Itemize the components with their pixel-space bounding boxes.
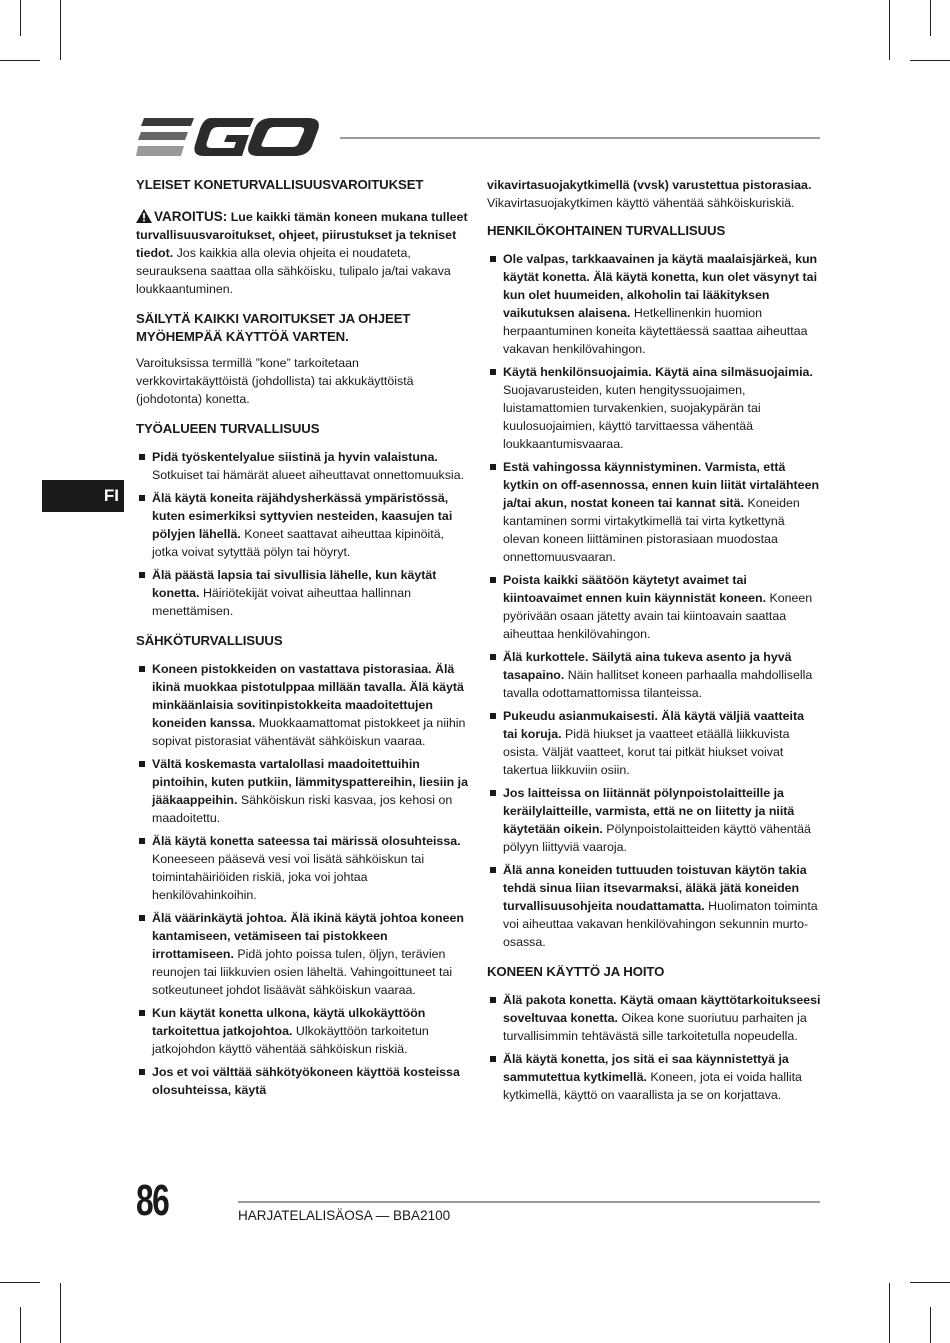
crop-mark — [889, 1283, 890, 1343]
personal-safety-title: HENKILÖKOHTAINEN TURVALLISUUS — [487, 223, 726, 238]
list-item: Älä pakota konetta. Käytä omaan käyttötarkoitukseesi soveltuvaa konetta. Oikea kone suoriutuu parhaiten ja turvallisimmin tehtävästä sille tarkoitetulla nopeudella. — [487, 991, 821, 1045]
page-number: 86 — [136, 1176, 169, 1225]
crop-mark — [930, 1307, 931, 1343]
header-rule — [340, 137, 820, 139]
warning-bold: Lue kaikki tämän koneen mukana tulleet turvallisuusvaroitukset, ohjeet, piirustukset ja tekniset tiedot. — [136, 210, 468, 260]
list-item: Älä kurkottele. Säilytä aina tukeva asento ja hyvä tasapaino. Näin hallitset koneen parhaalla mahdollisella tavalla odottamattomissa tilanteissa. — [487, 648, 821, 702]
list-item: Älä väärinkäytä johtoa. Älä ikinä käytä johtoa koneen kantamiseen, vetämiseen tai pistokkeen irrottamiseen. Pidä johto poissa tulen, öljyn, terävien reunojen tai liikkuvien osien läheltä. Vahingoittuneet tai sotkeutuneet johdot lisäävät sähköiskun vaaraa. — [136, 909, 470, 999]
list-item: Älä käytä konetta, jos sitä ei saa käynnistettyä ja sammutettua kytkimellä. Koneen, jota ei voida hallita kytkimellä, käyttö on vaarallista ja se on korjattava. — [487, 1050, 821, 1104]
continued-paragraph: vikavirtasuojakytkimellä (vvsk) varustettua pistorasiaa. Vikavirtasuojakytkimen käyttö vähentää sähköiskuriskiä. — [487, 178, 812, 210]
work-area-title: TYÖALUEEN TURVALLISUUS — [136, 421, 320, 436]
list-item: Jos laitteissa on liitännät pölynpoistolaitteille ja keräilylaitteille, varmista, että ne on liitetty ja niitä käytetään oikein. Pölynpoistolaitteiden käyttö vähentää pölyyn liittyviä vaaroja. — [487, 784, 821, 856]
list-item: Älä anna koneiden tuttuuden toistuvan käytön takia tehdä sinua liian itsevarmaksi, äläkä jätä koneiden turvallisuusohjeita noudattamatta. Huolimaton toiminta voi aiheuttaa vakavan henkilövahingon sekunnin murto-osassa. — [487, 861, 821, 951]
language-tab: FI — [42, 480, 124, 512]
electrical-title: SÄHKÖTURVALLISUUS — [136, 633, 283, 648]
crop-mark — [0, 60, 40, 61]
list-item: Estä vahingossa käynnistyminen. Varmista, että kytkin on off-asennossa, ennen kuin liität virtalähteen ja/tai akun, nostat koneen tai kannat sitä. Koneiden kantaminen sormi virtakytkimellä tai virta kytkettynä olevan koneen liittäminen pistorasiaan muodostaa onnettomuusvaaran. — [487, 458, 821, 566]
list-item: Käytä henkilönsuojaimia. Käytä aina silmäsuojaimia. Suojavarusteiden, kuten hengityssuojaimen, luistamattomien turvakenkien, suojakypärän tai kuulosuojaimien, käyttö tarvittaessa vähentää loukkaantumisvaaraa. — [487, 363, 821, 453]
crop-mark — [910, 60, 950, 61]
work-area-list — [136, 448, 470, 620]
list-item: Jos et voi välttää sähkötyökoneen käyttöä kosteissa olosuhteissa, käytä — [136, 1063, 470, 1099]
crop-mark — [930, 0, 931, 36]
warning-label: VAROITUS: — [154, 209, 228, 224]
left-column — [136, 176, 470, 1107]
crop-mark — [60, 0, 61, 60]
crop-mark — [0, 1282, 40, 1283]
save-warnings-title: SÄILYTÄ KAIKKI VAROITUKSET JA OHJEET MYÖHEMPÄÄ KÄYTTÖÄ VARTEN. — [136, 311, 411, 344]
footer-title: HARJATELALISÄOSA — BBA2100 — [238, 1208, 451, 1223]
crop-mark — [60, 1283, 61, 1343]
list-item: Älä päästä lapsia tai sivullisia lähelle, kun käytät konetta. Häiriötekijät voivat aiheuttaa hallinnan menettämisen. — [136, 566, 470, 620]
general-safety-title: YLEISET KONETURVALLISUUSVAROITUKSET — [136, 177, 424, 192]
tool-use-title: KONEEN KÄYTTÖ JA HOITO — [487, 964, 665, 979]
list-item: Kun käytät konetta ulkona, käytä ulkokäyttöön tarkoitettua jatkojohtoa. Ulkokäyttöön tarkoitetun jatkojohdon käyttö vähentää sähköiskun riskiä. — [136, 1004, 470, 1058]
warning-icon — [136, 209, 152, 223]
list-item: Älä käytä koneita räjähdysherkässä ympäristössä, kuten esimerkiksi syttyvien nesteiden, kaasujen tai pölyjen lähellä. Koneet saattavat aiheuttaa kipinöitä, jotka voivat sytyttää pölyn tai höyryt. — [136, 489, 470, 561]
crop-mark — [889, 0, 890, 60]
save-warnings-text: Varoituksissa termillä ”kone” tarkoitetaan verkkovirtakäyttöistä (johdollista) tai akkukäyttöistä (johdotonta) konetta. — [136, 356, 414, 406]
electrical-list — [136, 660, 470, 1099]
list-item: Poista kaikki säätöön käytetyt avaimet tai kiintoavaimet ennen kuin käynnistät koneen. Koneen pyörivään osaan jätetty avain tai kiintoavain saattaa aiheuttaa henkilövahingon. — [487, 571, 821, 643]
list-item: Älä käytä konetta sateessa tai märissä olosuhteissa. Koneeseen pääsevä vesi voi lisätä sähköiskun tai toimintahäiriöiden riskiä, joka voi johtaa henkilövahinkoihin. — [136, 832, 470, 904]
tool-use-list — [487, 991, 821, 1104]
list-item: Pukeudu asianmukaisesti. Älä käytä väljiä vaatteita tai koruja. Pidä hiukset ja vaatteet etäällä liikkuvista osista. Väljät vaatteet, korut tai pitkät hiukset voivat takertua liikkuviin osiin. — [487, 707, 821, 779]
crop-mark — [20, 1307, 21, 1343]
list-item: Ole valpas, tarkkaavainen ja käytä maalaisjärkeä, kun käytät konetta. Älä käytä konetta, kun olet väsynyt tai kun olet huumeiden, alkoholin tai lääkityksen vaikutuksen alaisena. Hetkellinenkin huomion herpaantuminen koneita käytettäessä saattaa aiheuttaa vakavan henkilövahingon. — [487, 250, 821, 358]
personal-safety-list — [487, 250, 821, 951]
list-item: Pidä työskentelyalue siistinä ja hyvin valaistuna. Sotkuiset tai hämärät alueet aiheuttavat onnettomuuksia. — [136, 448, 470, 484]
footer-rule — [238, 1201, 820, 1203]
crop-mark — [910, 1282, 950, 1283]
list-item: Vältä koskemasta vartalollasi maadoitettuihin pintoihin, kuten putkiin, lämmityspattereihin, liesiin ja jääkaappeihin. Sähköiskun riski kasvaa, jos kehosi on maadoitettu. — [136, 755, 470, 827]
warning-text: Jos kaikkia alla olevia ohjeita ei noudateta, seurauksena saattaa olla sähköisku, tulipalo ja/tai vakava loukkaantuminen. — [136, 246, 451, 296]
ego-logo — [136, 116, 322, 158]
warning-paragraph — [136, 208, 470, 298]
list-item: Koneen pistokkeiden on vastattava pistorasiaa. Älä ikinä muokkaa pistotulppaa millään tavalla. Älä käytä minkäänlaisia sovitinpistokkeita maadoitettujen koneiden kanssa. Muokkaamattomat pistokkeet ja niihin sopivat pistorasiat vähentävät sähköiskun vaaraa. — [136, 660, 470, 750]
crop-mark — [20, 0, 21, 36]
right-column — [487, 176, 821, 1112]
